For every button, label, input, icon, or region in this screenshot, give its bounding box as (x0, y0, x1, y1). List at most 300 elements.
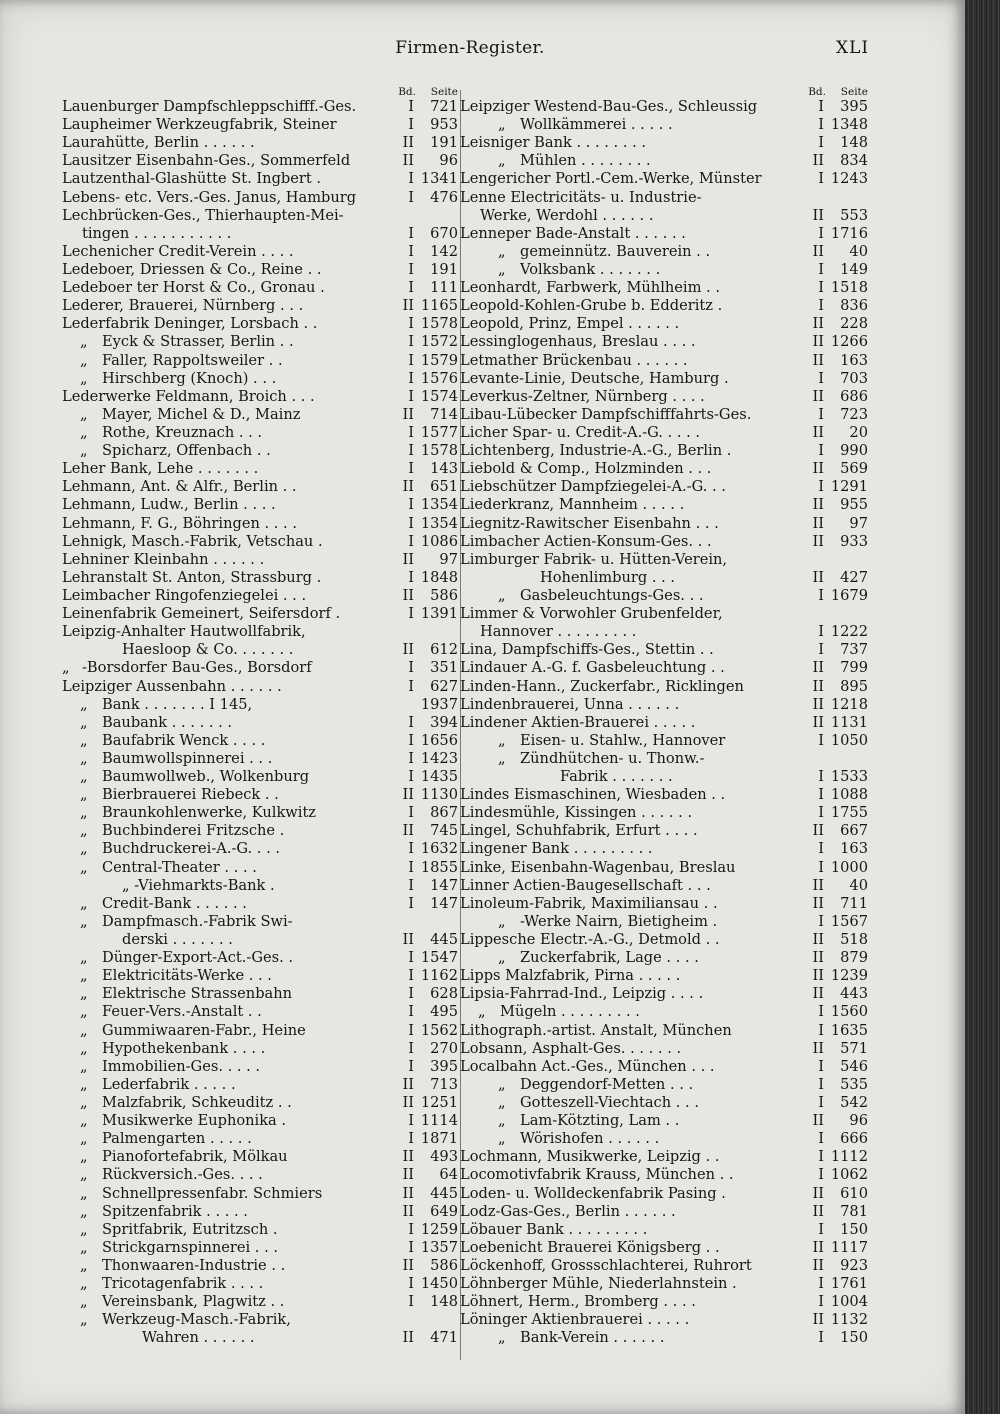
entry-page: 1391 (420, 605, 458, 623)
entry-name-text: Lobsann, Asphalt-Ges. . . . . . . (460, 1039, 682, 1057)
entry-page: 895 (840, 677, 868, 695)
entry-volume: I (408, 460, 414, 478)
entry-page: 703 (840, 369, 868, 387)
register-entry (62, 786, 458, 804)
entry-page: 1533 (830, 768, 868, 786)
entry-page: 395 (840, 98, 868, 115)
register-entry (460, 207, 868, 225)
entry-volume: II (402, 1257, 414, 1274)
entry-page: 1000 (830, 858, 868, 876)
entry-volume: I (408, 568, 414, 586)
entry-page: 1755 (830, 804, 868, 822)
entry-volume: I (818, 768, 824, 786)
entry-volume: II (812, 659, 824, 677)
entry-volume: I (408, 98, 414, 115)
register-entry (460, 1257, 868, 1275)
entry-name-text: Leonhardt, Farbwerk, Mühlheim . . (460, 279, 720, 297)
ditto-mark: „ (80, 695, 88, 713)
entry-name-text: Elektrische Strassenbahn (102, 985, 293, 1003)
entry-name (62, 406, 380, 424)
entry-page: 1848 (420, 568, 458, 586)
entry-name-text: Liebschützer Dampfziegelei-A.-G. . . (460, 478, 726, 496)
entry-page: 40 (849, 242, 868, 260)
entry-name (460, 678, 790, 696)
entry-name-text: Laupheimer Werkzeugfabrik, Steiner (62, 116, 337, 134)
entry-name (460, 985, 790, 1003)
entry-page: 1579 (420, 351, 458, 369)
entry-page: 569 (840, 460, 868, 478)
entry-volume: I (818, 586, 824, 604)
register-entry (62, 768, 458, 786)
entry-name-text: -Borsdorfer Bau-Ges., Borsdorf (82, 659, 312, 677)
entry-volume: II (402, 931, 414, 949)
entry-name (62, 1076, 380, 1094)
entry-page: 150 (840, 1220, 868, 1238)
entry-volume: II (812, 1039, 824, 1057)
register-entry (460, 768, 868, 786)
ditto-mark: „ (80, 1166, 88, 1184)
entry-name-text: Hannover . . . . . . . . . (480, 623, 637, 641)
entry-name (460, 714, 790, 732)
entry-page: 149 (840, 260, 868, 278)
entry-name-text: Lauenburger Dampfschleppschifff.-Ges. (62, 98, 357, 115)
entry-volume: I (408, 315, 414, 333)
entry-name (460, 406, 790, 424)
register-entry (460, 822, 868, 840)
register-entry (62, 1130, 458, 1148)
entry-page: 1162 (420, 967, 458, 985)
entry-name-text: Lessinglogenhaus, Breslau . . . . (460, 333, 696, 351)
entry-name (460, 370, 790, 388)
entry-page: 1518 (830, 279, 868, 297)
entry-name (62, 98, 380, 116)
entry-volume: I (408, 876, 414, 894)
entry-name-text: Lederwerke Feldmann, Broich . . . (62, 387, 315, 405)
entry-volume: I (818, 297, 824, 315)
entry-page: 1354 (420, 496, 458, 514)
entry-page: 394 (430, 713, 458, 731)
entry-volume: I (408, 858, 414, 876)
entry-name-text: Lingener Bank . . . . . . . . . (460, 840, 653, 858)
entry-name-text: Haesloop & Co. . . . . . . (122, 641, 294, 659)
entry-name-text: Lindauer A.-G. f. Gasbeleuchtung . . (460, 659, 725, 677)
entry-name-text: Gasbeleuchtungs-Ges. . . (520, 586, 704, 604)
entry-page: 1632 (420, 840, 458, 858)
register-entry (62, 315, 458, 333)
entry-volume: II (402, 1202, 414, 1220)
register-entry (62, 1040, 458, 1058)
entry-page: 535 (840, 1075, 868, 1093)
entry-volume: II (812, 1311, 824, 1329)
register-entry (460, 279, 868, 297)
register-entry (460, 442, 868, 460)
register-entry (460, 1166, 868, 1184)
entry-page: 163 (840, 351, 868, 369)
entry-name (460, 315, 790, 333)
register-entry (460, 1003, 868, 1021)
register-entry (62, 859, 458, 877)
entry-name (62, 297, 380, 315)
entry-volume: I (818, 912, 824, 930)
entry-name (460, 1257, 790, 1275)
register-entry (62, 243, 458, 261)
entry-name (460, 243, 790, 261)
entry-volume: I (408, 768, 414, 786)
entry-name-text: Lipsia-Fahrrad-Ind., Leipzig . . . . (460, 985, 704, 1003)
entry-name (460, 207, 790, 225)
entry-name (62, 1239, 380, 1257)
entry-name (460, 949, 790, 967)
entry-page: 923 (840, 1257, 868, 1274)
entry-name (460, 1275, 790, 1293)
left-column-header (62, 82, 458, 98)
entry-volume: I (408, 1057, 414, 1075)
register-entry (62, 1203, 458, 1221)
entry-name-text: Lebens- etc. Vers.-Ges. Janus, Hamburg (62, 188, 357, 206)
ditto-mark: „ (80, 1075, 88, 1093)
ditto-mark: „ (80, 1003, 88, 1021)
entry-name (460, 877, 790, 895)
entry-name (62, 478, 380, 496)
entry-volume: I (818, 641, 824, 659)
entry-volume: II (402, 586, 414, 604)
register-entry (460, 696, 868, 714)
entry-volume: II (812, 242, 824, 260)
register-entry (62, 442, 458, 460)
entry-name-text: Liegnitz-Rawitscher Eisenbahn . . . (460, 514, 719, 532)
entry-name-text: Vereinsbank, Plagwitz . . (102, 1293, 285, 1311)
register-entry (62, 714, 458, 732)
entry-volume: II (402, 478, 414, 496)
entry-page: 1131 (830, 713, 868, 731)
entry-name-text: Spritfabrik, Eutritzsch . (102, 1220, 278, 1238)
register-entry (62, 913, 458, 931)
entry-volume: I (818, 1094, 824, 1112)
entry-name-text: Hohenlimburg . . . (540, 568, 676, 586)
ditto-mark: „ (80, 1112, 88, 1130)
entry-page: 395 (430, 1057, 458, 1075)
entry-page: 1357 (420, 1238, 458, 1256)
register-entry (460, 1076, 868, 1094)
register-entry (460, 1221, 868, 1239)
entry-name (460, 786, 790, 804)
entry-volume: II (812, 1184, 824, 1202)
entry-name (460, 352, 790, 370)
entry-name-text: Baufabrik Wenck . . . . (102, 731, 266, 749)
entry-name-text: Bank-Verein . . . . . . (520, 1329, 665, 1347)
entry-name (460, 623, 790, 641)
entry-name-text: Lodz-Gas-Ges., Berlin . . . . . . (460, 1202, 676, 1220)
entry-name-text: Lindener Aktien-Brauerei . . . . . (460, 713, 696, 731)
entry-page: 1435 (420, 768, 458, 786)
entry-name (460, 587, 790, 605)
entry-name-text: Zuckerfabrik, Lage . . . . (520, 949, 699, 967)
entry-page: 1562 (420, 1021, 458, 1039)
entry-name-text: Leher Bank, Lehe . . . . . . . (62, 460, 259, 478)
entry-name-text: Deggendorf-Metten . . . (520, 1075, 694, 1093)
entry-name-text: Dünger-Export-Act.-Ges. . (102, 949, 294, 967)
entry-volume: II (402, 152, 414, 170)
entry-name-text: Letmather Brückenbau . . . . . . (460, 351, 688, 369)
register-entry (460, 152, 868, 170)
right-register-column (460, 82, 868, 1348)
entry-name (460, 533, 790, 551)
entry-name-text: -Werke Nairn, Bietigheim . (520, 912, 718, 930)
register-entry (62, 333, 458, 351)
entry-page: 879 (840, 949, 868, 967)
entry-name (460, 261, 790, 279)
entry-page: 1112 (830, 1148, 868, 1166)
entry-name-text: gemeinnütz. Bauverein . . (520, 242, 711, 260)
entry-name-text: Laurahütte, Berlin . . . . . . (62, 134, 255, 152)
entry-page: 147 (430, 894, 458, 912)
register-entry (460, 714, 868, 732)
entry-name-text: Lichtenberg, Industrie-A.-G., Berlin . (460, 442, 732, 460)
entry-name-text: Braunkohlenwerke, Kulkwitz (102, 804, 316, 822)
register-entry (460, 659, 868, 677)
entry-volume: I (818, 1130, 824, 1148)
entry-volume: I (408, 1238, 414, 1256)
entry-name (62, 370, 380, 388)
entry-name (460, 1293, 790, 1311)
entry-name (62, 732, 380, 750)
entry-name-text: Lingel, Schuhfabrik, Erfurt . . . . (460, 822, 698, 840)
entry-name-text: Buchdruckerei-A.-G. . . . (102, 840, 280, 858)
ditto-mark: „ (80, 1148, 88, 1166)
entry-name (460, 750, 790, 768)
register-entry (460, 1203, 868, 1221)
entry-name (62, 1112, 380, 1130)
entry-name-text: Limbacher Actien-Konsum-Ges. . . (460, 532, 712, 550)
entry-page: 1635 (830, 1021, 868, 1039)
entry-volume: I (818, 858, 824, 876)
entry-volume: I (408, 333, 414, 351)
entry-volume: II (812, 460, 824, 478)
ditto-mark: „ (80, 768, 88, 786)
entry-name (62, 696, 380, 714)
entry-name-text: Ledeboer ter Horst & Co., Gronau . (62, 279, 325, 297)
ditto-mark: „ (80, 840, 88, 858)
ditto-mark: „ (80, 894, 88, 912)
entry-volume: II (812, 695, 824, 713)
entry-name (460, 1058, 790, 1076)
entry-name (460, 931, 790, 949)
entry-volume: II (812, 822, 824, 840)
entry-name-text: Mayer, Michel & D., Mainz (102, 405, 301, 423)
entry-name-text: Volksbank . . . . . . . (520, 260, 661, 278)
register-entry (62, 623, 458, 641)
ditto-mark: „ (80, 822, 88, 840)
register-entry (460, 189, 868, 207)
entry-page: 111 (430, 279, 458, 297)
ditto-mark: „ (478, 1003, 486, 1021)
register-entry (62, 460, 458, 478)
page-header: Seite (430, 86, 458, 98)
entry-name (460, 641, 790, 659)
entry-name (62, 1148, 380, 1166)
register-entry (460, 388, 868, 406)
entry-name-text: Malzfabrik, Schkeuditz . . (102, 1094, 292, 1112)
register-entry (460, 424, 868, 442)
entry-volume: I (408, 442, 414, 460)
entry-name-text: Schnellpressenfabr. Schmiers (102, 1184, 323, 1202)
entry-page: 97 (439, 550, 458, 568)
entry-volume: I (408, 224, 414, 242)
entry-name (460, 804, 790, 822)
register-entry (460, 1022, 868, 1040)
entry-volume: I (818, 1166, 824, 1184)
entry-name-text: Lenne Electricitäts- u. Industrie- (460, 188, 702, 206)
entry-page: 867 (430, 804, 458, 822)
ditto-mark: „ (80, 1311, 88, 1329)
register-entry (62, 297, 458, 315)
register-entry (460, 750, 868, 768)
ditto-mark: „ (80, 985, 88, 1003)
entry-name (460, 840, 790, 858)
entry-volume: I (818, 224, 824, 242)
entry-name (62, 1185, 380, 1203)
register-entry (62, 496, 458, 514)
register-entry (62, 840, 458, 858)
entry-name (460, 333, 790, 351)
entry-name (460, 1148, 790, 1166)
entry-volume: II (402, 1184, 414, 1202)
register-entry (62, 569, 458, 587)
entry-volume: I (818, 369, 824, 387)
entry-name-text: Gummiwaaren-Fabr., Heine (102, 1021, 306, 1039)
entry-name-text: Baumwollweb., Wolkenburg (102, 768, 310, 786)
ditto-mark: „ (80, 1275, 88, 1293)
entry-volume: I (408, 967, 414, 985)
entry-volume: I (408, 1275, 414, 1293)
entry-name (460, 478, 790, 496)
entry-volume: I (408, 1003, 414, 1021)
entry-volume: II (812, 152, 824, 170)
entry-name (62, 189, 380, 207)
register-entry (62, 116, 458, 134)
entry-name-text: Wörishofen . . . . . . (520, 1130, 660, 1148)
entry-volume: I (818, 786, 824, 804)
entry-name-text: Lehniner Kleinbahn . . . . . . (62, 550, 265, 568)
right-column-header (460, 82, 868, 98)
entry-name-text: Leipziger Westend-Bau-Ges., Schleussig (460, 98, 758, 115)
entry-page: 518 (840, 931, 868, 949)
entry-volume: I (408, 532, 414, 550)
entry-name-text: Thonwaaren-Industrie . . (102, 1257, 286, 1274)
entry-volume: I (818, 405, 824, 423)
register-entry (62, 678, 458, 696)
volume-header: Bd. (808, 86, 826, 98)
entry-volume: I (818, 1148, 824, 1166)
entry-name-text: Linoleum-Fabrik, Maximiliansau . . (460, 894, 718, 912)
entry-name-text: Licher Spar- u. Credit-A.-G. . . . . (460, 423, 701, 441)
entry-name-text: Mühlen . . . . . . . . (520, 152, 651, 170)
entry-page: 1354 (420, 514, 458, 532)
register-entry (62, 551, 458, 569)
register-entry (62, 98, 458, 116)
entry-volume: II (812, 713, 824, 731)
ditto-mark: „ (80, 1220, 88, 1238)
entry-name (460, 225, 790, 243)
register-entry (62, 1275, 458, 1293)
entry-page: 191 (430, 260, 458, 278)
register-entry (62, 949, 458, 967)
entry-name-text: Lina, Dampfschiffs-Ges., Stettin . . (460, 641, 714, 659)
entry-name (460, 496, 790, 514)
entry-page: 953 (430, 116, 458, 134)
entry-name (460, 859, 790, 877)
entry-volume: I (818, 478, 824, 496)
register-entry (62, 822, 458, 840)
entry-volume: I (818, 1003, 824, 1021)
entry-name-text: „ -Viehmarkts-Bank . (122, 876, 275, 894)
entry-name (62, 496, 380, 514)
ditto-mark: „ (80, 731, 88, 749)
entry-volume: I (408, 1039, 414, 1057)
register-entry (460, 786, 868, 804)
entry-volume: II (812, 568, 824, 586)
entry-name (62, 551, 380, 569)
entry-name-text: Löninger Aktienbrauerei . . . . . (460, 1311, 690, 1329)
register-entry (62, 931, 458, 949)
register-entry (460, 569, 868, 587)
entry-volume: I (818, 804, 824, 822)
entry-volume: I (818, 442, 824, 460)
entry-page: 1937 (420, 695, 458, 713)
entry-volume: I (408, 1293, 414, 1311)
entry-name (460, 569, 790, 587)
entry-page: 1341 (420, 170, 458, 188)
register-entry (460, 859, 868, 877)
page-header: Seite (840, 86, 868, 98)
register-entry (62, 424, 458, 442)
entry-name-text: Fabrik . . . . . . . (560, 768, 673, 786)
entry-page: 836 (840, 297, 868, 315)
entry-page: 1132 (830, 1311, 868, 1329)
entry-name-text: Lederer, Brauerei, Nürnberg . . . (62, 297, 304, 315)
entry-name-text: Lengericher Portl.-Cem.-Werke, Münster (460, 170, 762, 188)
entry-name (62, 460, 380, 478)
entry-page: 667 (840, 822, 868, 840)
entry-page: 1716 (830, 224, 868, 242)
register-entry (62, 1148, 458, 1166)
entry-name-text: Leverkus-Zeltner, Nürnberg . . . . (460, 387, 705, 405)
entry-name (62, 243, 380, 261)
ditto-mark: „ (80, 1293, 88, 1311)
register-entry (460, 605, 868, 623)
entry-volume: II (812, 985, 824, 1003)
entry-name (460, 1112, 790, 1130)
entry-volume: II (812, 514, 824, 532)
register-entry (460, 315, 868, 333)
left-register-column (62, 82, 458, 1348)
register-entry (62, 1166, 458, 1184)
ditto-mark: „ (62, 659, 70, 677)
ditto-mark: „ (80, 804, 88, 822)
register-entry (460, 533, 868, 551)
entry-page: 628 (430, 985, 458, 1003)
register-entry (62, 515, 458, 533)
entry-name (62, 134, 380, 152)
entry-name (460, 189, 790, 207)
entry-name-text: Locomotivfabrik Krauss, München . . (460, 1166, 734, 1184)
entry-page: 990 (840, 442, 868, 460)
entry-volume: I (818, 279, 824, 297)
entry-page: 1450 (420, 1275, 458, 1293)
entry-page: 610 (840, 1184, 868, 1202)
ditto-mark: „ (80, 967, 88, 985)
entry-name (460, 170, 790, 188)
